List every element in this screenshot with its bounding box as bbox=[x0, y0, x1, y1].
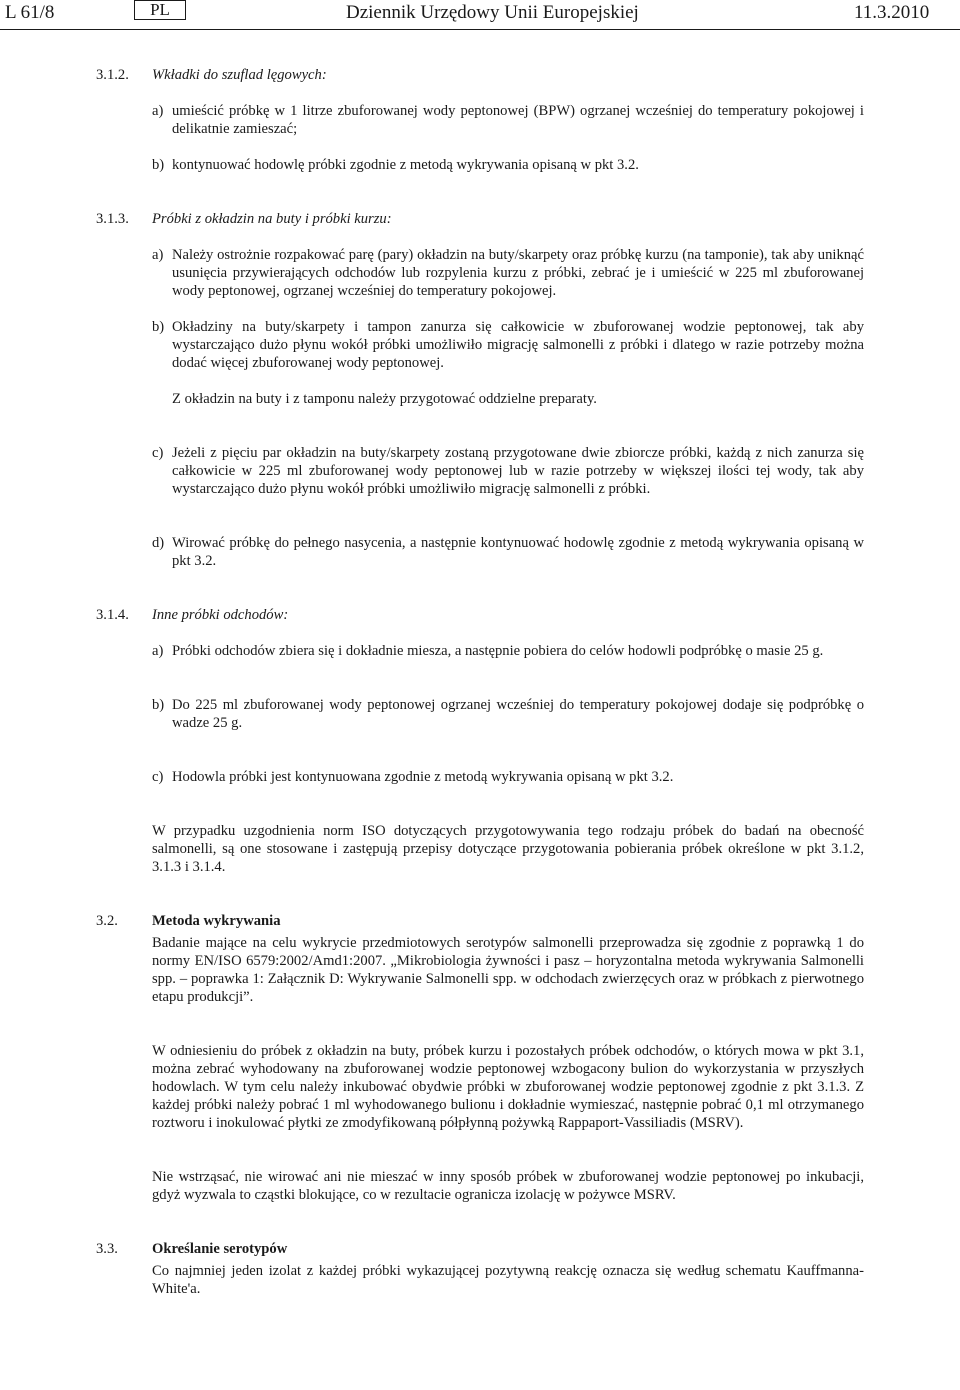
section-3-1-4-heading bbox=[96, 606, 864, 624]
journal-title: Dziennik Urzędowy Unii Europejskiej bbox=[346, 2, 639, 23]
section-3-3-heading bbox=[96, 1240, 864, 1258]
section-title: Określanie serotypów bbox=[152, 1241, 288, 1257]
list-item bbox=[152, 696, 864, 732]
item-text: Okładziny na buty/skarpety i tampon zanurza się całkowicie w zbuforowanej wodzie peptonowej, tak aby wystarczająco dużo płynu wokół próbki umożliwiło migrację salmonelli z próbki i dlatego w razie potrzeby można dodać więcej zbuforowanej wody peptonowej. bbox=[172, 319, 864, 371]
item-text: Jeżeli z pięciu par okładzin na buty/skarpety zostaną przygotowane dwie zbiorcze próbki, każdą z nich zanurza się całkowicie w 225 ml zbuforowanej wody peptonowej lub w razie potrzeby w większej ilości tej wody, tak aby wystarczająco dużo płynu wokół próbki umożliwiło migrację salmonelli z próbki. bbox=[172, 445, 864, 497]
publication-date: 11.3.2010 bbox=[854, 2, 930, 23]
item-label: b) bbox=[152, 697, 165, 713]
item-text: Wirować próbkę do pełnego nasycenia, a następnie kontynuować hodowlę zgodnie z metodą wykrywania opisaną w pkt 3.2. bbox=[172, 535, 864, 569]
list-item bbox=[152, 156, 864, 174]
list-item bbox=[152, 246, 864, 300]
paragraph: Co najmniej jeden izolat z każdej próbki wykazującej pozytywną reakcję oznacza się według schematu Kauffmanna-White'a. bbox=[152, 1263, 864, 1297]
paragraph: Nie wstrząsać, nie wirować ani nie mieszać w inny sposób próbek w zbuforowanej wodzie peptonowej po inkubacji, gdyż wyzwala to cząstki blokujące, co w rezultacie ogranicza izolację w pożywce MSRV. bbox=[152, 1169, 864, 1203]
header-divider bbox=[0, 29, 960, 30]
page-header bbox=[0, 0, 960, 28]
section-title: Wkładki do szuflad lęgowych: bbox=[152, 67, 327, 83]
section-3-1-3-heading bbox=[96, 210, 864, 228]
item-label: a) bbox=[152, 247, 164, 263]
list-item bbox=[152, 768, 864, 786]
list-item bbox=[152, 102, 864, 138]
section-number: 3.1.4. bbox=[96, 607, 129, 623]
item-text: Próbki odchodów zbiera się i dokładnie miesza, a następnie pobiera do celów hodowli podpróbkę o masie 25 g. bbox=[172, 643, 824, 659]
item-text: Hodowla próbki jest kontynuowana zgodnie z metodą wykrywania opisaną w pkt 3.2. bbox=[172, 769, 674, 785]
item-text: Do 225 ml zbuforowanej wody peptonowej ogrzanej wcześniej do temperatury pokojowej dodaje się podpróbkę o wadze 25 g. bbox=[172, 697, 864, 731]
section-3-1-2-heading bbox=[96, 66, 864, 84]
note-paragraph: Z okładzin na buty i z tamponu należy przygotować oddzielne preparaty. bbox=[172, 391, 597, 407]
item-label: a) bbox=[152, 643, 164, 659]
section-3-2-heading bbox=[96, 912, 864, 930]
item-text: Należy ostrożnie rozpakować parę (pary) okładzin na buty/skarpety oraz próbkę kurzu (na tamponie), tak aby uniknąć usunięcia przywierających odchodów lub rozpylenia kurzu z próbki, zebrać je i umieścić w 225 ml zbuforowanej wody peptonowej, ogrzanej wcześniej do temperatury pokojowej. bbox=[172, 247, 864, 299]
section-number: 3.3. bbox=[96, 1241, 118, 1257]
paragraph: W odniesieniu do próbek z okładzin na buty, próbek kurzu i pozostałych próbek odchodów, o których mowa w pkt 3.1, można zebrać wyhodowany na zbuforowanej wodzie peptonowej wzbogacony bulion do wykorzystania w przyszłych hodowlach. W tym celu należy inkubować obydwie próbki w zbuforowanej wodzie peptonowej zgodnie z pkt 3.1.3. Z każdej próbki należy pobrać 1 ml wyhodowanego bulionu i dokładnie wymieszać, następnie pobrać 0,1 ml otrzymanego roztworu i inokulować płytki ze zmodyfikowaną półpłynną pożywką Rappaport-Vassiliadis (MSRV). bbox=[152, 1043, 864, 1131]
item-label: c) bbox=[152, 769, 164, 785]
item-label: b) bbox=[152, 319, 165, 335]
iso-paragraph: W przypadku uzgodnienia norm ISO dotyczących przygotowywania tego rodzaju próbek do badań na obecność salmonelli, są one stosowane i zastępują przepisy dotyczące przygotowania pobierania próbek określone w pkt 3.1.2, 3.1.3 i 3.1.4. bbox=[152, 823, 864, 875]
item-label: d) bbox=[152, 535, 165, 551]
item-label: a) bbox=[152, 103, 164, 119]
item-text: kontynuować hodowlę próbki zgodnie z metodą wykrywania opisaną w pkt 3.2. bbox=[172, 157, 639, 173]
list-item bbox=[152, 444, 864, 498]
section-title: Metoda wykrywania bbox=[152, 913, 281, 929]
language-badge: PL bbox=[134, 0, 186, 20]
item-label: b) bbox=[152, 157, 165, 173]
section-title: Inne próbki odchodów: bbox=[152, 607, 289, 623]
list-item bbox=[152, 318, 864, 372]
paragraph: Badanie mające na celu wykrycie przedmiotowych serotypów salmonelli przeprowadza się zgodnie z poprawką 1 do normy EN/ISO 6579:2002/Amd1:2007. „Mikrobiologia żywności i pasz – horyzontalna metoda wykrywania Salmonelli spp. – poprawka 1: Załącznik D: Wykrywanie Salmonelli spp. w odchodach zwierzęcych oraz w próbkach z pierwotnego etapu produkcji”. bbox=[152, 935, 864, 1005]
section-number: 3.2. bbox=[96, 913, 118, 929]
journal-reference: L 61/8 bbox=[5, 2, 55, 23]
item-label: c) bbox=[152, 445, 164, 461]
list-item bbox=[152, 534, 864, 570]
document-body bbox=[96, 66, 864, 1298]
list-item bbox=[152, 642, 864, 660]
item-text: umieścić próbkę w 1 litrze zbuforowanej wody peptonowej (BPW) ogrzanej wcześniej do temperatury pokojowej i delikatnie zamieszać; bbox=[172, 103, 864, 137]
section-title: Próbki z okładzin na buty i próbki kurzu: bbox=[152, 211, 392, 227]
section-number: 3.1.2. bbox=[96, 67, 129, 83]
section-number: 3.1.3. bbox=[96, 211, 129, 227]
